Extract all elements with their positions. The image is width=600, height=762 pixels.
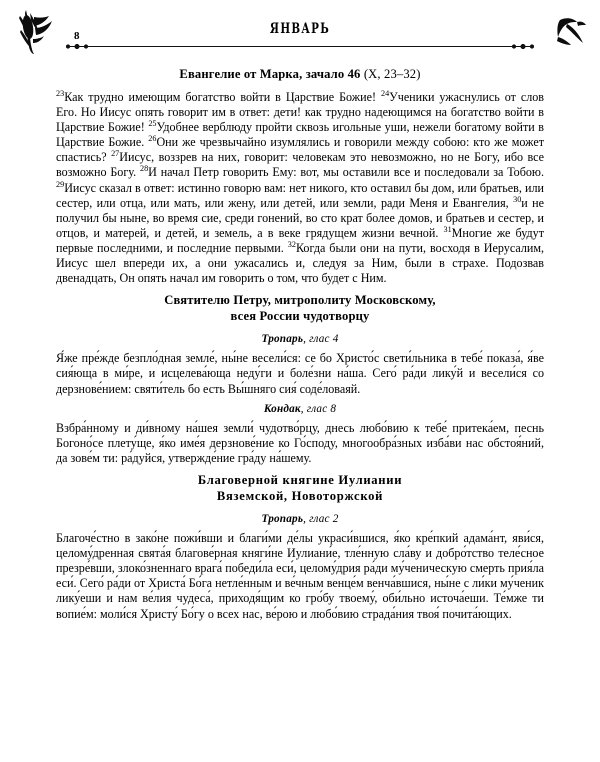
service-2-title-line1: Благоверной княгине Иулиании	[197, 472, 403, 487]
page-number: 8	[74, 30, 80, 42]
gospel-text: $^{23}$Как трудно имеющим богатство войти в Царствие Божие! $^{24}$Ученики ужаснулись от слов Его. Но Иисус опять говорит им в ответ: дети! как трудно надеющимся на богатство войти в Царствие Божие! $^{25}$Удобнее верблюду пройти сквозь игольные уши, нежели богатому войти в Царствие Божие. $^{26}$Они же чрезвычайно изумлялись и говорили между собою: кто же может спастись? $^{27}$Иисус, воззрев на них, говорит: человекам это невозможно, но не Богу, ибо все возможно Богу. $^{28}$И начал Петр говорить Ему: вот, мы оставили все и последовали за Тобою. $^{29}$Иисус сказал в ответ: истинно говорю вам: нет никого, кто оставил бы дом, или братьев, или сестер, или отца, или мать, или жену, или детей, или земли, ради Меня и Евангелия, $^{30}$и не получил бы ныне, во время сие, среди гонений, во сто крат более домов, и братьев и сестер, и отцов, и матерей, и детей, и земель, а в веке грядущем жизни вечной. $^{31}$Многие же будут первые последними, и последние первыми. $^{32}$Когда были они на пути, восходя в Иерусалим, Иисус шел впереди их, а они ужасались и, следуя за Ним, были в страхе. Подозвав двенадцать, Он опять начал им говорить о том, что будет с Ним.	[56, 88, 545, 286]
service-1-kontakion-text: Взбра́нному и ди́вному на́шея земли́ чудотво́рцу, днесь любо́вию к тебе́ притека́ем, песнь Богоно́се плету́ще, я́ко име́я дерзнове́ние ко Го́споду, многообра́зных изба́ви нас обстоя́ний, да зове́м ти: ра́дуйся, утвержде́ние гра́ду на́шему.	[56, 420, 544, 465]
header-divider-rule	[68, 46, 532, 47]
rubric-name: Кондак	[263, 402, 301, 415]
rubric-tone: , глас 8	[300, 402, 337, 415]
service-1-title-line2: всея России чудотворцу	[230, 309, 370, 324]
rubric-name: Тропарь	[261, 512, 304, 525]
service-2-troparion-rubric	[56, 512, 544, 527]
verse-number: 29	[56, 179, 65, 189]
rubric-tone: , глас 2	[303, 512, 339, 525]
verse-number: 25	[148, 119, 157, 129]
verse-number: 30	[513, 194, 522, 204]
gospel-title-text: Евангелие от Марка, зачало 46	[179, 67, 361, 81]
page-header	[54, 12, 546, 60]
verse-number: 27	[111, 149, 120, 159]
verse-number: 24	[380, 88, 390, 98]
service-2-title-line2: Вяземской, Новоторжской	[216, 488, 384, 503]
verse-number: 26	[148, 134, 157, 144]
gospel-reference: (Х, 23–32)	[360, 67, 421, 81]
verse-number: 28	[139, 164, 149, 174]
service-1-heading	[56, 292, 544, 324]
service-1-troparion-text: Я́же пре́жде безпло́дная земле́, ны́не весели́ся: се бо Христо́с свети́льника в тебе́ показа́, я́ве сия́юща в ми́ре, и исцелева́юща неду́ги и боле́зни на́ша. Сего́ ра́ди лику́й и весели́ся со дерзнове́нием: святи́тель бо есть Вы́шняго сия́ соде́ловаяй.	[56, 351, 544, 396]
verse-number: 31	[443, 224, 452, 234]
book-page	[0, 12, 600, 762]
verse-number: 32	[287, 239, 296, 249]
service-2-heading	[56, 472, 544, 504]
service-1-title-line1: Святителю Петру, митрополиту Московскому,	[164, 293, 436, 308]
rubric-name: Тропарь	[261, 333, 304, 346]
service-1-kontakion-rubric	[56, 402, 544, 417]
gospel-heading	[56, 66, 544, 82]
rubric-tone: , глас 4	[303, 333, 339, 346]
page-body	[56, 66, 544, 622]
verse-number: 23	[56, 88, 65, 98]
service-1-troparion-rubric	[56, 332, 544, 347]
bird-flourish-ornament-icon	[550, 14, 590, 50]
service-2-troparion-text: Благоче́стно в зако́не пожи́вши и благи́ми де́лы украси́вшися, я́ко кре́пкий адама́нт, яви́ся, целому́дренная свята́я благове́рная княги́не Иулиани́е, тле́нную сла́ву и добро́тство теле́сное презре́вши, злоко́зненнаго врага́ победи́ла еси́, целому́дрия ра́ди му́ченическую смерть прия́ла еси́. Сего́ ра́ди от Христа́ Бо́га нетле́нным и ве́чным венце́м венча́вшися, ны́не с ли́ки му́ченик лику́еши и нам ве́лия чудеса́, приходя́щим ко гро́бу твоему́, оби́льно источа́еши. Те́мже ти вопие́м: моли́ся Христу́ Бо́гу о всех нас, ве́рою и любо́вию страда́ния твоя́ почита́ющих.	[56, 531, 544, 621]
running-head-month: ЯНВАРЬ	[269, 21, 331, 37]
leaf-flourish-ornament-icon	[8, 4, 62, 58]
